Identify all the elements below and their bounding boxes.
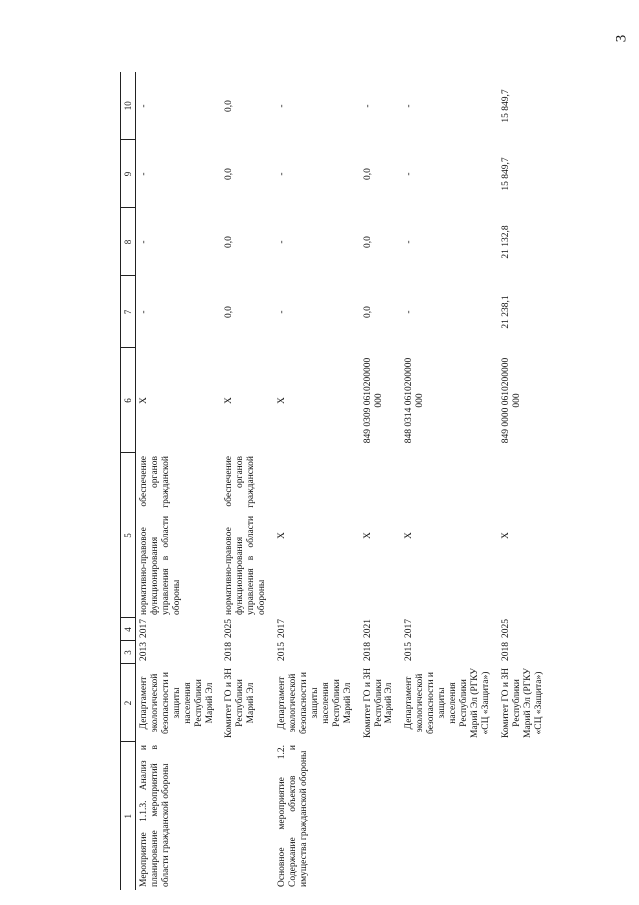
table-row: [498, 72, 551, 890]
value-cell: 21 238,1: [500, 295, 511, 329]
value-cell: -: [277, 310, 288, 314]
budget-code-cell: Х: [224, 397, 235, 404]
column-header: 2: [121, 664, 136, 742]
expected-result-cell: Х: [362, 532, 373, 539]
value-cell: 15 849,7: [500, 157, 511, 191]
value-cell: -: [139, 104, 149, 108]
executor-cell: Департамент экологической безопасности и защиты населения Республики Марий Эл: [139, 672, 215, 734]
value-cell: 0,0: [224, 306, 235, 318]
executor-cell: Департамент экологической безопасности и защиты населения Республики Марий Эл (РГКУ «СЦ «Защита»): [404, 667, 491, 739]
column-header: 10: [121, 72, 136, 140]
column-number-header-row: [121, 72, 136, 890]
column-header: 6: [121, 348, 136, 453]
column-header: 4: [121, 618, 136, 641]
page-number: 3: [612, 34, 629, 43]
value-cell: 0,0: [362, 306, 373, 318]
end-year-cell: 2025: [500, 619, 511, 638]
measure-name-cell: [498, 742, 551, 890]
measure-name-cell: Мероприятие 1.1.3. Анализ и планирование мероприятий в области гражданской обороны: [139, 745, 171, 887]
budget-code-cell: 849 0309 0610200000 000: [362, 357, 384, 444]
end-year-cell: 2017: [404, 619, 415, 638]
start-year-cell: 2018: [224, 642, 235, 661]
measure-name-cell: [221, 742, 274, 890]
start-year-cell: 2018: [500, 642, 511, 661]
value-cell: 0,0: [224, 236, 235, 248]
executor-cell: Департамент экологической безопасности и защиты населения Республики Марий Эл: [277, 672, 353, 734]
value-cell: 15 849,7: [500, 89, 511, 123]
budget-code-cell: Х: [139, 397, 149, 404]
start-year-cell: 2013: [139, 642, 149, 661]
value-cell: -: [362, 104, 373, 108]
start-year-cell: 2015: [404, 642, 415, 661]
expected-result-cell: Х: [404, 532, 415, 539]
start-year-cell: 2015: [277, 642, 288, 661]
column-header: 7: [121, 276, 136, 348]
column-header: 1: [121, 742, 136, 890]
start-year-cell: 2018: [362, 642, 373, 661]
value-cell: -: [404, 172, 415, 176]
value-cell: -: [139, 310, 149, 314]
budget-code-cell: 848 0314 0610200000 000: [404, 357, 426, 444]
end-year-cell: 2017: [139, 619, 149, 638]
value-cell: 0,0: [224, 168, 235, 180]
expected-result-cell: Х: [500, 532, 511, 539]
expected-result-cell: нормативно-правовое обеспечение функционирования органов управления в области гражданской обороны: [224, 456, 268, 615]
table-row: [401, 72, 497, 890]
measure-name-cell: [360, 742, 402, 890]
end-year-cell: 2021: [362, 619, 373, 638]
value-cell: -: [277, 240, 288, 244]
expected-result-cell: нормативно-правовое обеспечение функционирования органов управления в области гражданской обороны: [139, 456, 182, 615]
column-header: 9: [121, 140, 136, 208]
end-year-cell: 2025: [224, 619, 235, 638]
budget-code-cell: 849 0000 0610200000 000: [500, 357, 522, 444]
expected-result-cell: Х: [277, 532, 288, 539]
value-cell: -: [404, 240, 415, 244]
value-cell: 21 132,8: [500, 225, 511, 259]
value-cell: -: [139, 240, 149, 244]
table-row: [274, 72, 359, 890]
table-row: [136, 72, 222, 890]
measure-name-cell: [401, 742, 497, 890]
value-cell: -: [277, 172, 288, 176]
rotated-table-container: [120, 72, 620, 890]
executor-cell: Комитет ГО и ЗН Республики Марий Эл: [224, 668, 257, 738]
table-row: [221, 72, 274, 890]
program-measures-table: [120, 72, 550, 890]
value-cell: 0,0: [362, 236, 373, 248]
column-header: 5: [121, 453, 136, 618]
value-cell: 0,0: [362, 168, 373, 180]
end-year-cell: 2017: [277, 619, 288, 638]
executor-cell: Комитет ГО и ЗН Республики Марий Эл (РГКУ «СЦ «Защита»): [500, 667, 544, 739]
value-cell: -: [404, 104, 415, 108]
column-header: 8: [121, 208, 136, 276]
value-cell: -: [404, 310, 415, 314]
executor-cell: Комитет ГО и ЗН Республики Марий Эл: [362, 668, 395, 738]
value-cell: 0,0: [224, 100, 235, 112]
column-header: 3: [121, 641, 136, 664]
value-cell: -: [139, 172, 149, 176]
measure-name-cell: Основное мероприятие 1.2. Содержание объектов и имущества гражданской обороны: [277, 745, 309, 887]
table-row: [360, 72, 402, 890]
value-cell: -: [277, 104, 288, 108]
budget-code-cell: Х: [277, 397, 288, 404]
